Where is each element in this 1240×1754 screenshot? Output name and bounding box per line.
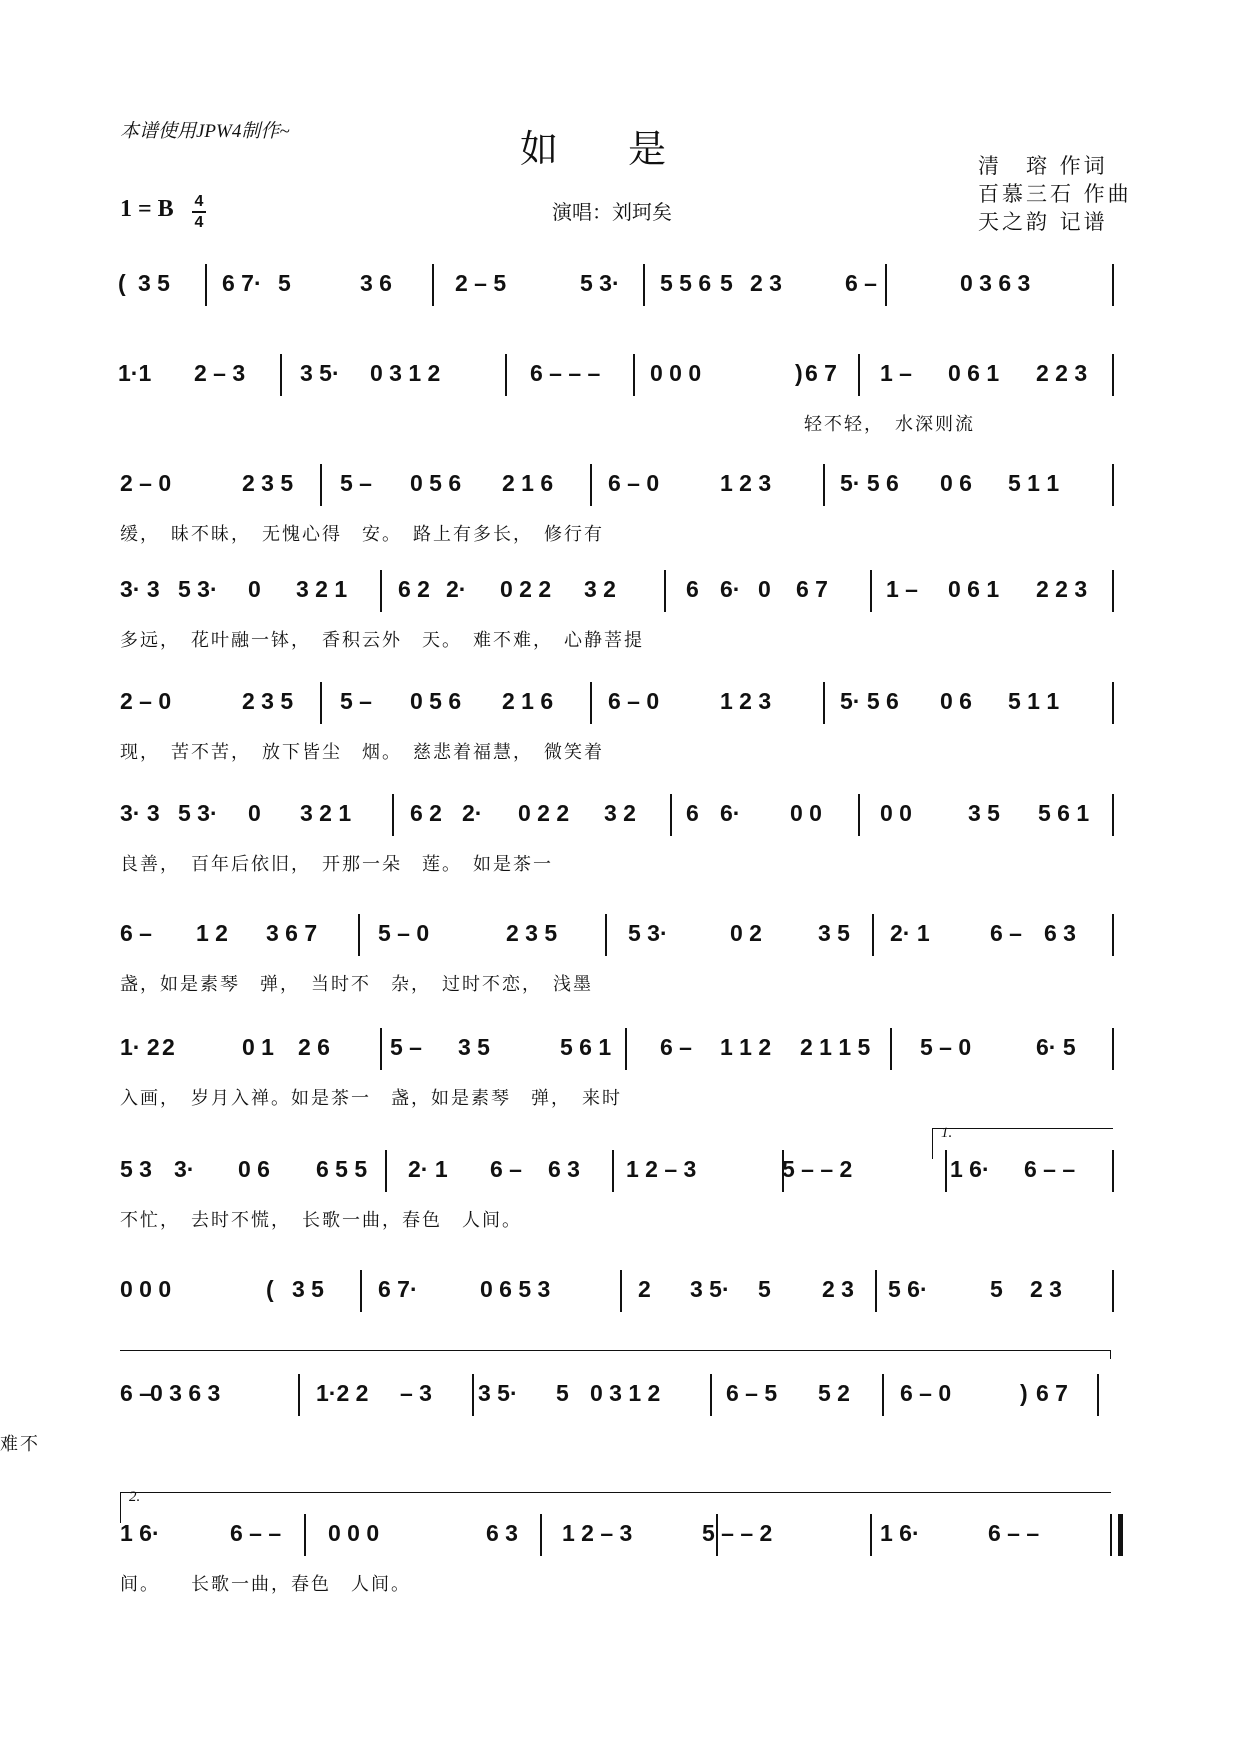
lyrics-line: 多远， 花叶融一钵， 香积云外 天。 难不难， 心静菩提 xyxy=(120,630,644,651)
note-group: 5· 5 6 xyxy=(840,470,899,496)
note-group: 1 – xyxy=(880,360,912,386)
note-group: 5 – 0 xyxy=(920,1034,972,1060)
bar-line xyxy=(1112,1028,1114,1070)
bar-line xyxy=(1097,1374,1099,1416)
note-group: 0 6 xyxy=(940,688,972,714)
bar-line xyxy=(782,1150,784,1192)
bar-line xyxy=(320,464,322,506)
note-group: 3 2 1 xyxy=(296,576,348,602)
note-group: 6 7· xyxy=(222,270,262,296)
bar-line xyxy=(590,464,592,506)
key-signature: 1 = B xyxy=(120,196,174,222)
bar-line xyxy=(320,682,322,724)
bar-line xyxy=(605,914,607,956)
notes-line xyxy=(0,1372,1240,1422)
note-group: 1 – xyxy=(886,576,918,602)
bar-line xyxy=(890,1028,892,1070)
score-row xyxy=(0,1372,1240,1462)
credits xyxy=(978,152,1132,236)
lyricist-credit: 清 瑢 作词 xyxy=(978,154,1108,178)
composer-credit: 百慕三石 作曲 xyxy=(978,182,1132,206)
score-row xyxy=(0,462,1240,552)
notes-line xyxy=(0,352,1240,402)
note-group: 0 6 xyxy=(238,1156,270,1182)
note-group: 2· 1 xyxy=(890,920,930,946)
note-group: 2 3 xyxy=(822,1276,854,1302)
score-row xyxy=(0,1489,1240,1602)
note-group: 6 – – xyxy=(988,1520,1040,1546)
note-group: 3 5 xyxy=(968,800,1000,826)
note-group: 5 – – 2 xyxy=(782,1156,853,1182)
bar-line xyxy=(472,1374,474,1416)
score-row xyxy=(0,1026,1240,1116)
note-group: 0 3 6 3 xyxy=(150,1380,221,1406)
note-group: 6 – 5 xyxy=(726,1380,778,1406)
note-group: 0 6 xyxy=(940,470,972,496)
note-group: 0 0 0 xyxy=(650,360,702,386)
note-group: 0 0 xyxy=(790,800,822,826)
note-group: 1 6· xyxy=(950,1156,990,1182)
note-group: 2 1 6 xyxy=(502,688,554,714)
note-group: 6 – – xyxy=(1024,1156,1076,1182)
note-group: 2 3 xyxy=(1030,1276,1062,1302)
note-group: 5 3· xyxy=(178,800,218,826)
bar-line xyxy=(358,914,360,956)
note-group: 0 0 0 xyxy=(328,1520,380,1546)
note-group: 0 6 1 xyxy=(948,576,1000,602)
bar-line xyxy=(432,264,434,306)
time-signature xyxy=(192,192,206,232)
note-group: 3 2 xyxy=(604,800,636,826)
note-group: 3 6 xyxy=(360,270,392,296)
note-group: 2· 1 xyxy=(408,1156,448,1182)
notes-line xyxy=(0,462,1240,512)
note-group: 2· xyxy=(462,800,483,826)
lyrics-line: 缓， 昧不昧， 无愧心得 安。 路上有多长， 修行有 xyxy=(120,524,604,545)
bar-line xyxy=(505,354,507,396)
note-group: 1 2 3 xyxy=(720,688,772,714)
bar-line xyxy=(590,682,592,724)
note-group: 2 – 0 xyxy=(120,470,172,496)
bar-line xyxy=(670,794,672,836)
note-group: 6 – 0 xyxy=(608,688,660,714)
lyrics-line: 盏，如是素琴 弹， 当时不 杂， 过时不恋， 浅墨 xyxy=(120,974,593,995)
note-group: 6 7 xyxy=(1036,1380,1068,1406)
note-group: 3 5 xyxy=(292,1276,324,1302)
bar-line xyxy=(280,354,282,396)
note-group: 5 xyxy=(556,1380,569,1406)
score-row xyxy=(0,568,1240,658)
volta-number: 2. xyxy=(129,1489,141,1505)
note-group: 0 6 5 3 xyxy=(480,1276,551,1302)
notes-line xyxy=(0,912,1240,962)
note-group: 6 – xyxy=(990,920,1022,946)
bar-line xyxy=(633,354,635,396)
note-group: 0 2 2 xyxy=(500,576,552,602)
note-group: – 3 xyxy=(400,1380,432,1406)
note-group: 1 1 2 xyxy=(720,1034,772,1060)
bar-line xyxy=(664,570,666,612)
note-group: 6 – xyxy=(120,1380,152,1406)
note-group: 5 1 1 xyxy=(1008,470,1060,496)
bar-line xyxy=(625,1028,627,1070)
note-group: 1 2 3 xyxy=(720,470,772,496)
note-group: 6 7 xyxy=(796,576,828,602)
note-group: 2 1 6 xyxy=(502,470,554,496)
note-group: 6 – – – xyxy=(530,360,601,386)
note-group: 6 – 0 xyxy=(608,470,660,496)
note-group: 2 1 1 5 xyxy=(800,1034,871,1060)
watermark-text: 本谱使用JPW4制作~ xyxy=(120,121,290,142)
note-group: 0 2 2 xyxy=(518,800,570,826)
note-group: 6 – xyxy=(490,1156,522,1182)
note-group: ) xyxy=(795,360,803,386)
note-group: 5 – xyxy=(340,470,372,496)
bar-line xyxy=(1112,354,1114,396)
bar-line xyxy=(823,682,825,724)
note-group: 3 6 7 xyxy=(266,920,318,946)
note-group: 5 xyxy=(990,1276,1003,1302)
note-group: 5 – xyxy=(340,688,372,714)
time-signature-bottom: 4 xyxy=(194,214,204,231)
note-group: 3 5· xyxy=(478,1380,518,1406)
note-group: 6 – – xyxy=(230,1520,282,1546)
note-group: 5 xyxy=(278,270,291,296)
note-group: 0 2 xyxy=(730,920,762,946)
note-group: 2 3 5 xyxy=(506,920,558,946)
bar-line xyxy=(298,1374,300,1416)
note-group: 0 0 xyxy=(880,800,912,826)
note-group: 6 2 xyxy=(398,576,430,602)
notes-line xyxy=(0,792,1240,842)
bar-line xyxy=(1112,914,1114,956)
lyrics-line: 良善， 百年后依旧， 开那一朵 莲。 如是茶一 xyxy=(120,854,553,875)
note-group: 0 5 6 xyxy=(410,688,462,714)
bar-line xyxy=(1112,794,1114,836)
note-group: 2 – 5 xyxy=(455,270,507,296)
bar-line xyxy=(385,1150,387,1192)
note-group: 2 3 5 xyxy=(242,470,294,496)
note-group: 5 – – 2 xyxy=(702,1520,773,1546)
score-row xyxy=(0,912,1240,1002)
note-group: 0 3 1 2 xyxy=(590,1380,661,1406)
note-group: 0 1 xyxy=(242,1034,274,1060)
note-group: 3· 3 xyxy=(120,576,160,602)
note-group: ( xyxy=(118,270,126,296)
repeat-bracket xyxy=(120,1350,1111,1359)
note-group: 5 5 6 xyxy=(660,270,712,296)
note-group: 2 – 0 xyxy=(120,688,172,714)
note-group: 1 2 xyxy=(196,920,228,946)
note-group: 6· xyxy=(720,800,741,826)
lyrics-line: 不忙， 去时不慌， 长歌一曲，春色 人间。 xyxy=(120,1210,522,1231)
score-row xyxy=(0,1268,1240,1358)
bar-line xyxy=(882,1374,884,1416)
notes-line xyxy=(0,680,1240,730)
note-group: 1· 2 xyxy=(120,1034,160,1060)
bar-line xyxy=(1112,264,1114,306)
note-group: 2· xyxy=(446,576,467,602)
note-group: 6 – xyxy=(660,1034,692,1060)
note-group: ( xyxy=(266,1276,274,1302)
note-group: 1 2 – 3 xyxy=(626,1156,697,1182)
note-group: 5 6· xyxy=(888,1276,928,1302)
volta-number: 1. xyxy=(941,1125,953,1141)
note-group: 6 7· xyxy=(378,1276,418,1302)
note-group: 5 2 xyxy=(818,1380,850,1406)
note-group: 5 3· xyxy=(580,270,620,296)
transcriber-credit: 天之韵 记谱 xyxy=(978,210,1108,234)
bar-line xyxy=(643,264,645,306)
bar-line xyxy=(870,570,872,612)
note-group: 6 5 5 xyxy=(316,1156,368,1182)
singer-credit: 演唱：刘珂矣 xyxy=(552,200,672,224)
lyrics-line: 间。 长歌一曲，春色 人间。 xyxy=(120,1574,411,1595)
note-group: 6 3 xyxy=(1044,920,1076,946)
bar-line xyxy=(612,1150,614,1192)
note-group: 1·2 2 xyxy=(316,1380,369,1406)
bar-line xyxy=(392,794,394,836)
note-group: 5 3 xyxy=(120,1156,152,1182)
note-group: 6· 5 xyxy=(1036,1034,1076,1060)
note-group: 6 xyxy=(686,800,699,826)
note-group: 5 3· xyxy=(628,920,668,946)
lyrics-line: 轻不轻， 水深则流 xyxy=(804,414,975,435)
lyrics-line: 难不 xyxy=(0,1434,40,1455)
bar-line xyxy=(858,794,860,836)
note-group: 0 xyxy=(248,576,261,602)
score-row xyxy=(0,262,1240,352)
bar-line xyxy=(1112,1270,1114,1312)
note-group: 0 6 1 xyxy=(948,360,1000,386)
note-group: 3 5 xyxy=(458,1034,490,1060)
note-group: 6 xyxy=(686,576,699,602)
bar-line xyxy=(1112,682,1114,724)
note-group: 6 – xyxy=(120,920,152,946)
bar-line xyxy=(380,570,382,612)
note-group: 5 6 1 xyxy=(560,1034,612,1060)
note-group: 6 7 xyxy=(805,360,837,386)
note-group: 3 5· xyxy=(690,1276,730,1302)
note-group: ) xyxy=(1020,1380,1028,1406)
note-group: 2 xyxy=(638,1276,651,1302)
volta-bracket xyxy=(120,1489,1111,1523)
volta-bracket xyxy=(932,1125,1113,1159)
bar-line xyxy=(872,914,874,956)
note-group: 0 5 6 xyxy=(410,470,462,496)
note-group: 0 3 1 2 xyxy=(370,360,441,386)
note-group: 0 xyxy=(758,576,771,602)
bar-line xyxy=(875,1270,877,1312)
score-row xyxy=(0,1125,1240,1238)
note-group: 6 3 xyxy=(486,1520,518,1546)
note-group: 3 5 xyxy=(818,920,850,946)
note-group: 2 3 xyxy=(750,270,782,296)
score-row xyxy=(0,352,1240,442)
note-group: 2 2 3 xyxy=(1036,360,1088,386)
note-group: 3 2 1 xyxy=(300,800,352,826)
time-signature-top: 4 xyxy=(194,193,204,210)
note-group: 6 – 0 xyxy=(900,1380,952,1406)
bar-line xyxy=(380,1028,382,1070)
notes-line xyxy=(0,1268,1240,1318)
note-group: 5 6 1 xyxy=(1038,800,1090,826)
bar-line xyxy=(885,264,887,306)
score-row xyxy=(0,680,1240,770)
note-group: 2 2 3 xyxy=(1036,576,1088,602)
note-group: 2 xyxy=(162,1034,175,1060)
note-group: 6· xyxy=(720,576,741,602)
note-group: 5 – xyxy=(390,1034,422,1060)
note-group: 5 xyxy=(720,270,733,296)
note-group: 3· xyxy=(174,1156,195,1182)
note-group: 3 5 xyxy=(138,270,170,296)
notes-line xyxy=(0,262,1240,312)
note-group: 2 6 xyxy=(298,1034,330,1060)
note-group: 3 5· xyxy=(300,360,340,386)
note-group: 2 3 5 xyxy=(242,688,294,714)
song-title: 如是 xyxy=(520,127,737,171)
note-group: 1·1 xyxy=(118,360,152,386)
note-group: 6 2 xyxy=(410,800,442,826)
note-group: 5 – 0 xyxy=(378,920,430,946)
note-group: 1 2 – 3 xyxy=(562,1520,633,1546)
notes-line xyxy=(0,568,1240,618)
bar-line xyxy=(1110,1514,1123,1556)
note-group: 6 3 xyxy=(548,1156,580,1182)
notes-line xyxy=(0,1026,1240,1076)
note-group: 2 – 3 xyxy=(194,360,246,386)
bar-line xyxy=(710,1374,712,1416)
bar-line xyxy=(1112,570,1114,612)
note-group: 6 – xyxy=(845,270,877,296)
note-group: 5 3· xyxy=(178,576,218,602)
bar-line xyxy=(1112,464,1114,506)
bar-line xyxy=(360,1270,362,1312)
note-group: 5· 5 6 xyxy=(840,688,899,714)
note-group: 0 xyxy=(248,800,261,826)
note-group: 0 0 0 xyxy=(120,1276,172,1302)
lyrics-line: 入画， 岁月入禅。如是茶一 盏，如是素琴 弹， 来时 xyxy=(120,1088,622,1109)
note-group: 3 2 xyxy=(584,576,616,602)
bar-line xyxy=(620,1270,622,1312)
note-group: 1 6· xyxy=(880,1520,920,1546)
bar-line xyxy=(823,464,825,506)
bar-line xyxy=(205,264,207,306)
score-row xyxy=(0,792,1240,882)
note-group: 1 6· xyxy=(120,1520,160,1546)
lyrics-line: 现， 苦不苦， 放下皆尘 烟。 慈悲着福慧， 微笑着 xyxy=(120,742,604,763)
bar-line xyxy=(858,354,860,396)
note-group: 0 3 6 3 xyxy=(960,270,1031,296)
note-group: 5 1 1 xyxy=(1008,688,1060,714)
note-group: 5 xyxy=(758,1276,771,1302)
note-group: 3· 3 xyxy=(120,800,160,826)
